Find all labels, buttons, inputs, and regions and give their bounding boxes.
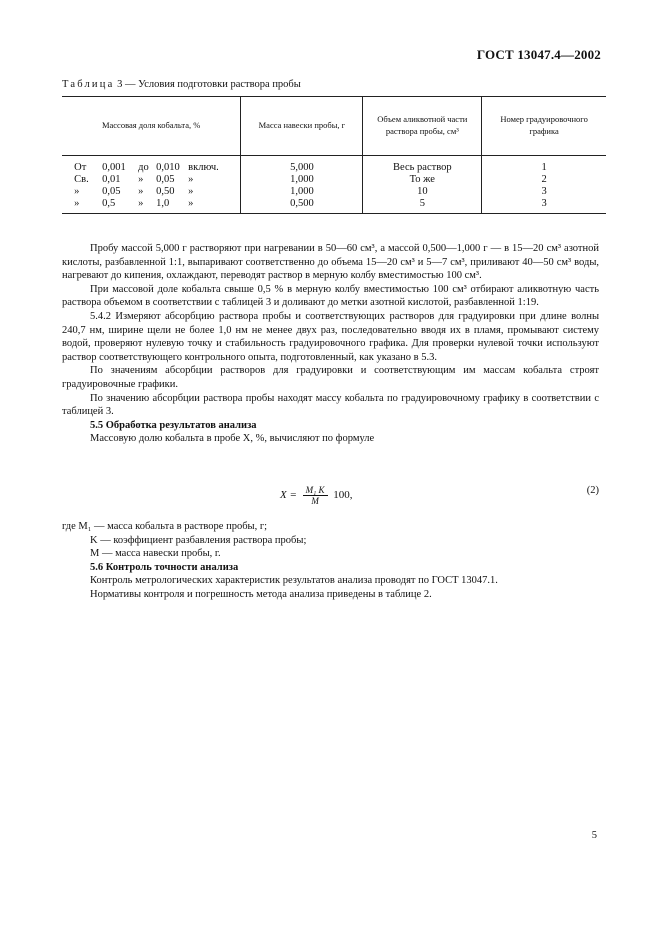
paragraph-formula-intro: Массовую долю кобальта в пробе X, %, вычисляют по формуле xyxy=(90,433,375,445)
table-header-aliquot: Объем аликвотной части раствора пробы, см³ xyxy=(363,97,482,156)
conditions-table xyxy=(62,96,606,214)
formula-lhs: X = xyxy=(280,489,297,502)
where-m: M — масса навески пробы, г. xyxy=(90,548,221,560)
graph-cell: 3 xyxy=(482,186,606,198)
table-row: » 0,05 » 0,50 » 1,000 10 3 xyxy=(62,186,606,198)
graph-cell: 3 xyxy=(482,198,606,214)
section-heading-5-6: 5.6 Контроль точности анализа xyxy=(90,561,239,573)
aliquot-cell: 10 xyxy=(363,186,482,198)
table-caption-prefix: Таблица xyxy=(62,79,115,90)
graph-cell: 1 xyxy=(482,156,606,175)
where-k: K — коэффициент разбавления раствора пробы; xyxy=(90,534,307,546)
paragraph-graphs: По значениям абсорбции растворов для градуировки и соответствующим им массам кобальта строят градуировочные графики. xyxy=(62,365,599,390)
aliquot-cell: 5 xyxy=(363,198,482,214)
formula-numerator: M₁ K xyxy=(303,485,328,496)
body-text-lower xyxy=(62,520,599,602)
table-header-mass: Масса навески пробы, г xyxy=(241,97,363,156)
formula-fraction xyxy=(303,485,328,506)
aliquot-cell: То же xyxy=(363,174,482,186)
mass-cell: 1,000 xyxy=(241,186,363,198)
where-m1: где M₁ — масса кобальта в растворе пробы, г; xyxy=(62,521,268,532)
table-caption xyxy=(62,79,301,90)
paragraph-dissolution: Пробу массой 5,000 г растворяют при нагревании в 50—60 см³, а массой 0,500—1,000 г — в 15—20 см³ азотной кислоты, разбавленной 1:1, выпаривают соответственно до объема 15—20 см³ и 5—7 см³, приливают 40—50 см³ воды, нагревают до кипения, охлаждают, переводят раствор в мерную колбу вместимостью 100 см³. xyxy=(62,243,599,282)
table-header-cobalt: Массовая доля кобальта, % xyxy=(62,97,241,156)
mass-cell: 5,000 xyxy=(241,156,363,175)
section-heading-5-5: 5.5 Обработка результатов анализа xyxy=(90,419,257,431)
paragraph-aliquot: При массовой доле кобальта свыше 0,5 % в мерную колбу вместимостью 100 см³ отбирают аликвотную часть раствора объемом в соответствии с таблицей 3 и доливают до метки азотной кислотой, разбавленной 1:19. xyxy=(62,283,599,309)
paragraph-norms: Нормативы контроля и погрешность метода анализа приведены в таблице 2. xyxy=(90,588,432,600)
paragraph-control: Контроль метрологических характеристик результатов анализа проводят по ГОСТ 13047.1. xyxy=(90,575,498,587)
paragraph-5-4-2: 5.4.2 Измеряют абсорбцию раствора пробы и соответствующих растворов для градуировки при длине волны 240,7 нм, ширине щели не более 1,0 нм не менее двух раз, последовательно вводя их в пламя, промывают систему водой, проверяют нулевую точку и стабильность градуировочного графика. Для проверки нулевой точки используют раствор соответствующего контрольного опыта, подготовленный, как указано в 5.3. xyxy=(62,310,599,363)
paragraph-mass-by-graph: По значению абсорбции раствора пробы находят массу кобальта по градуировочному графику в соответствии с таблицей 3. xyxy=(62,392,599,418)
graph-cell: 2 xyxy=(482,174,606,186)
table-header-graph: Номер градуировочного графика xyxy=(482,97,606,156)
table-row: От 0,001 до 0,010 включ. 5,000 Весь раствор 1 xyxy=(62,156,606,175)
table-row: » 0,5 » 1,0 » 0,500 5 3 xyxy=(62,198,606,214)
table-row: Св. 0,01 » 0,05 » 1,000 То же 2 xyxy=(62,174,606,186)
formula-denominator: M xyxy=(311,496,319,506)
aliquot-cell: Весь раствор xyxy=(363,156,482,175)
mass-cell: 1,000 xyxy=(241,174,363,186)
formula-tail: 100, xyxy=(333,489,353,502)
equation-number: (2) xyxy=(586,485,599,496)
body-text-upper xyxy=(62,242,599,446)
mass-cell: 0,500 xyxy=(241,198,363,214)
formula-2 xyxy=(280,485,353,506)
table-caption-title: 3 — Условия подготовки раствора пробы xyxy=(117,79,301,90)
document-header: ГОСТ 13047.4—2002 xyxy=(476,47,601,62)
page-number: 5 xyxy=(591,830,597,841)
